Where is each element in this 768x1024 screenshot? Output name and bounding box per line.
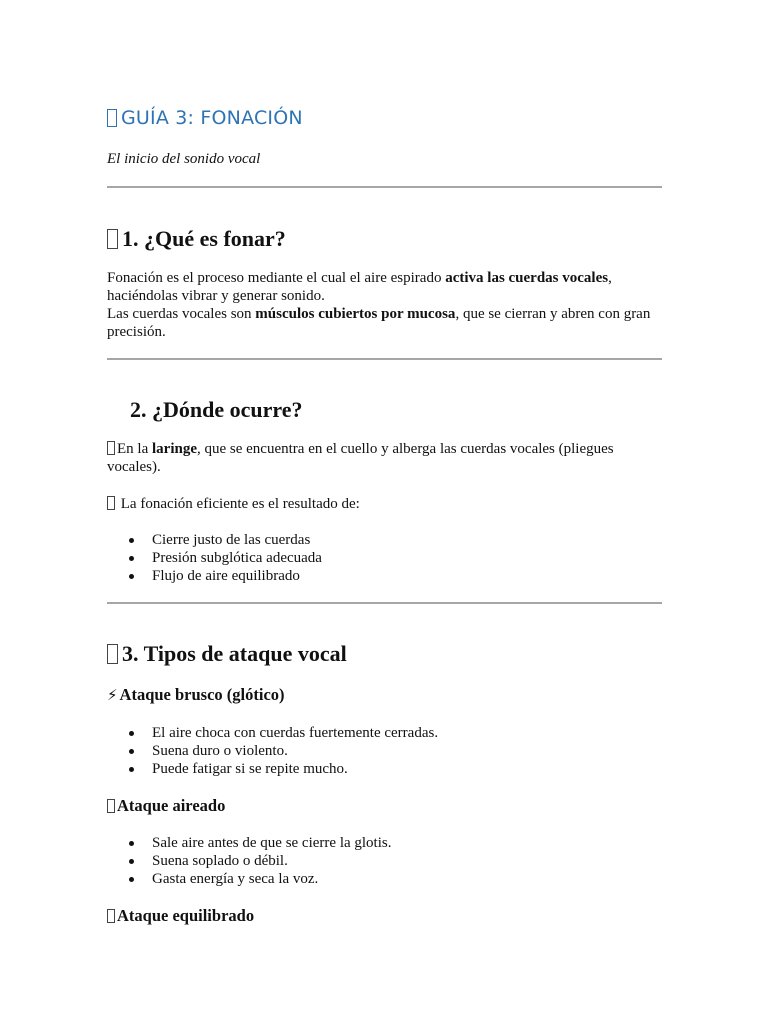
text-run: , que se cierran y abren con gran precisión. [107, 306, 651, 340]
missing-glyph-icon [107, 109, 117, 127]
ataque-equilibrado-heading [107, 906, 254, 926]
divider [107, 358, 662, 360]
text-run: , que se encuentra en el cuello y alberga las cuerdas vocales (pliegues vocales). [107, 441, 614, 475]
bold-text: activa las cuerdas vocales [445, 270, 609, 286]
list-item: Cierre justo de las cuerdas [107, 531, 322, 549]
ataque-brusco-heading [107, 685, 285, 705]
list-item: Flujo de aire equilibrado [107, 567, 322, 585]
section-1-heading-text: 1. ¿Qué es fonar? [122, 226, 286, 251]
missing-glyph-icon [107, 496, 115, 510]
ataque-brusco-list [107, 724, 438, 778]
ataque-aireado-list [107, 834, 391, 888]
section-3-heading-text: 3. Tipos de ataque vocal [122, 641, 347, 666]
document-subtitle: El inicio del sonido vocal [107, 151, 261, 167]
subheading-text: Ataque aireado [117, 796, 226, 815]
missing-glyph-icon [107, 909, 115, 923]
section-2-list [107, 531, 322, 585]
list-item: Suena soplado o débil. [107, 852, 391, 870]
missing-glyph-icon [107, 229, 118, 249]
divider [107, 602, 662, 604]
section-1-paragraph-1 [107, 269, 662, 305]
list-item: Presión subglótica adecuada [107, 549, 322, 567]
subheading-text: Ataque equilibrado [117, 906, 255, 925]
text-run: En la [117, 441, 152, 457]
list-item: Puede fatigar si se repite mucho. [107, 760, 438, 778]
text-run: Las cuerdas vocales son [107, 306, 256, 322]
divider [107, 186, 662, 188]
missing-glyph-icon [107, 799, 115, 813]
missing-glyph-icon [107, 441, 115, 455]
list-item: El aire choca con cuerdas fuertemente cerradas. [107, 724, 438, 742]
section-2-paragraph-1 [107, 440, 662, 476]
document-title [107, 107, 303, 129]
section-2-paragraph-2 [107, 495, 662, 513]
section-1-heading [107, 226, 286, 252]
ataque-aireado-heading [107, 796, 225, 816]
missing-glyph-icon [107, 644, 118, 664]
section-1-paragraph-2 [107, 305, 662, 341]
lightning-icon: ⚡ [107, 686, 118, 704]
subheading-text: Ataque brusco (glótico) [119, 685, 285, 704]
text-run: La fonación eficiente es el resultado de: [120, 496, 360, 512]
text-run: , haciéndolas vibrar y generar sonido. [107, 270, 612, 304]
text-run: Fonación es el proceso mediante el cual el aire espirado [107, 270, 446, 286]
list-item: Sale aire antes de que se cierre la glotis. [107, 834, 391, 852]
bold-text: músculos cubiertos por mucosa [255, 306, 456, 322]
section-2-heading: 2. ¿Dónde ocurre? [130, 397, 303, 422]
section-3-heading [107, 641, 347, 667]
bold-text: laringe [152, 441, 197, 457]
title-text: GUÍA 3: FONACIÓN [121, 107, 303, 129]
list-item: Suena duro o violento. [107, 742, 438, 760]
list-item: Gasta energía y seca la voz. [107, 870, 391, 888]
